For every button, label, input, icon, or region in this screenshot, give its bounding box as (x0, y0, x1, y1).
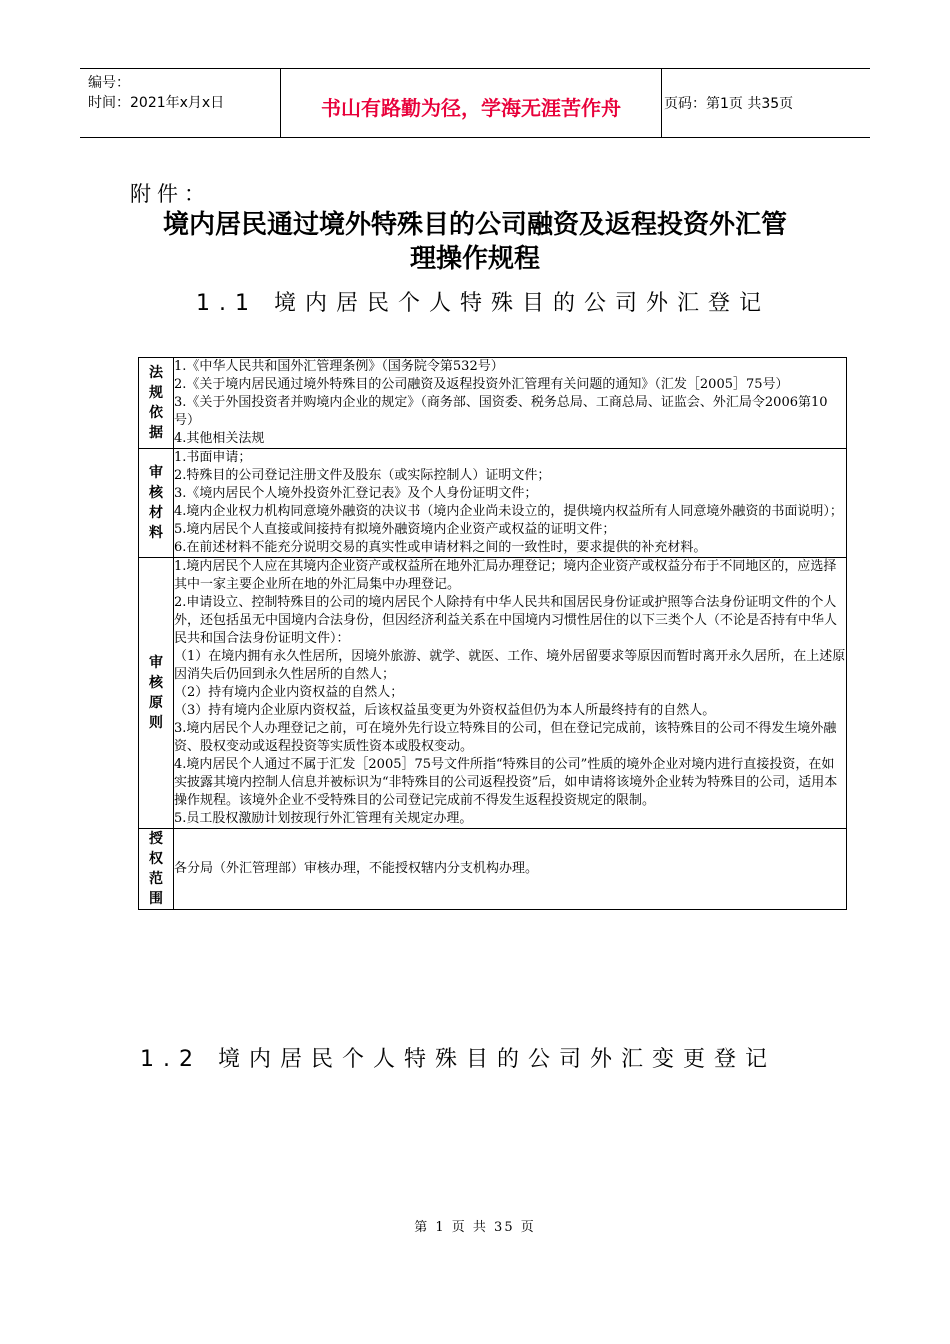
header-meta (80, 69, 280, 137)
row-content-line: 6.在前述材料不能充分说明交易的真实性或申请材料之间的一致性时，要求提供的补充材料。 (174, 540, 707, 555)
row-content-line: 2.特殊目的公司登记注册文件及股东（或实际控制人）证明文件； (174, 468, 551, 483)
row-content-line: 3.《关于外国投资者并购境内企业的规定》（商务部、国资委、税务总局、工商总局、证监会、外汇局令2006第10号） (174, 395, 828, 428)
row-content-line: 5.员工股权激励计划按现行外汇管理有关规定办理。 (174, 811, 473, 826)
section-heading-1-2: 1.2 境内居民个人特殊目的公司外汇变更登记 (140, 1047, 776, 1072)
attachment-label: 附件： (130, 182, 211, 206)
row-label (139, 449, 174, 558)
row-label-char: 审 (149, 465, 163, 481)
row-content-line: 2.《关于境内居民通过境外特殊目的公司融资及返程投资外汇管理有关问题的通知》（汇发［2005］75号） (174, 377, 789, 392)
table-row (139, 358, 847, 449)
table-row (139, 558, 847, 829)
row-content-line: 4.境内居民个人通过不属于汇发［2005］75号文件所指“特殊目的公司”性质的境外企业对境内进行直接投资，在如实披露其境内控制人信息并被标识为“非特殊目的公司返程投资”后，如申请将该境外企业转为特殊目的公司，适用本操作规程。该境外企业不受特殊目的公司登记完成前不得发生返程投资规定的限制。 (174, 757, 838, 808)
page-header (80, 68, 870, 138)
row-label-char: 料 (149, 525, 163, 541)
page-footer: 第 1 页 共 35 页 (414, 1220, 536, 1235)
row-content (174, 358, 847, 449)
table-row (139, 449, 847, 558)
code-label: 编号： (88, 75, 130, 91)
row-label (139, 829, 174, 910)
row-label-char: 围 (149, 891, 163, 907)
page-info: 页码：第1页 共35页 (664, 96, 794, 112)
row-content-line: 4.境内企业权力机构同意境外融资的决议书（境内企业尚未设立的，提供境内权益所有人同意境外融资的书面说明）； (174, 504, 843, 519)
row-content-line: （1）在境内拥有永久性居所，因境外旅游、就学、就医、工作、境外居留要求等原因而暂时离开永久居所，在上述原因消失后仍回到永久性居所的自然人； (174, 649, 846, 682)
row-label-char: 规 (149, 385, 163, 401)
document-title (122, 208, 828, 276)
row-content-line: 1.《中华人民共和国外汇管理条例》（国务院令第532号） (174, 359, 504, 374)
row-content-line: 1.书面申请； (174, 450, 252, 465)
motto: 书山有路勤为径，学海无涯苦作舟 (321, 96, 621, 120)
header-motto-cell (280, 69, 662, 137)
table-row (139, 829, 847, 910)
row-label-char: 权 (149, 851, 163, 867)
row-content (174, 829, 847, 910)
title-line-1: 境内居民通过境外特殊目的公司融资及返程投资外汇管 (162, 210, 787, 240)
row-label-char: 依 (149, 405, 163, 421)
row-label-char: 据 (149, 425, 163, 441)
row-content-line: 各分局（外汇管理部）审核办理，不能授权辖内分支机构办理。 (174, 861, 539, 876)
title-line-2: 理操作规程 (409, 244, 540, 274)
row-content-line: 5.境内居民个人直接或间接持有拟境外融资境内企业资产或权益的证明文件； (174, 522, 616, 537)
row-content-line: （3）持有境内企业原内资权益，后该权益虽变更为外资权益但仍为本人所最终持有的自然人。 (174, 703, 716, 718)
row-label-char: 范 (149, 871, 163, 887)
row-content (174, 558, 847, 829)
row-label-char: 则 (149, 715, 163, 731)
row-label-char: 材 (149, 505, 163, 521)
row-label-char: 审 (149, 655, 163, 671)
row-content-line: 2.申请设立、控制特殊目的公司的境内居民个人除持有中华人民共和国居民身份证或护照等合法身份证明文件的个人外，还包括虽无中国境内合法身份，但因经济利益关系在中国境内习惯性居住的以下三类个人（不论是否持有中华人民共和国合法身份证明文件）： (174, 595, 838, 646)
time-label: 时间：2021年x月x日 (88, 95, 225, 111)
row-label (139, 558, 174, 829)
row-content-line: 3.境内居民个人办理登记之前，可在境外先行设立特殊目的公司，但在登记完成前，该特殊目的公司不得发生境外融资、股权变动或返程投资等实质性资本或股权变动。 (174, 721, 837, 754)
row-content-line: 4.其他相关法规 (174, 431, 265, 446)
row-label-char: 核 (149, 485, 163, 501)
rules-table (138, 357, 847, 910)
row-label-char: 原 (149, 695, 163, 711)
row-content-line: 3.《境内居民个人境外投资外汇登记表》及个人身份证明文件； (174, 486, 538, 501)
row-label-char: 法 (149, 365, 163, 381)
row-content-line: （2）持有境内企业内资权益的自然人； (174, 685, 404, 700)
row-label-char: 授 (149, 831, 163, 847)
row-label (139, 358, 174, 449)
row-content-line: 1.境内居民个人应在其境内企业资产或权益所在地外汇局办理登记；境内企业资产或权益分布于不同地区的，应选择其中一家主要企业所在地的外汇局集中办理登记。 (174, 559, 837, 592)
row-label-char: 核 (149, 675, 163, 691)
section-heading-1-1: 1.1 境内居民个人特殊目的公司外汇登记 (196, 291, 770, 316)
row-content (174, 449, 847, 558)
